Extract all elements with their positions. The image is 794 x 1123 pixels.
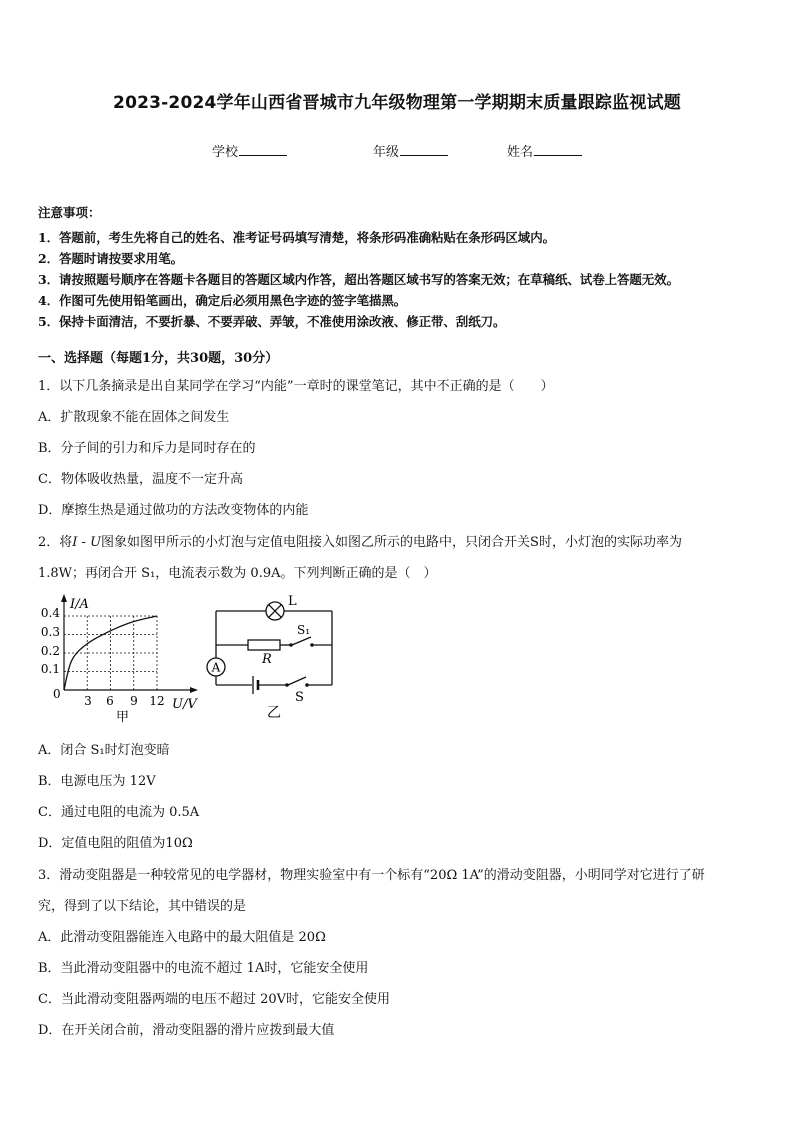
graph-x-tick-label: 9: [130, 694, 138, 708]
graph-y-tick-label: 0.3: [40, 625, 60, 639]
resistor-label: R: [262, 652, 272, 667]
ammeter-label: A: [211, 660, 221, 675]
switch-s1-contact: [289, 643, 293, 647]
graph-y-axis-label: I/A: [70, 597, 89, 612]
q3-option-b: B．当此滑动变阻器中的电流不超过 1A时，它能安全使用: [38, 961, 369, 976]
switch-s-contact: [285, 683, 289, 687]
notice-item: 5．保持卡面清洁，不要折暴、不要弄破、弄皱，不准使用涂改液、修正带、刮纸刀。: [38, 314, 506, 329]
q2-stem-line1: [38, 531, 682, 550]
school-blank: [239, 143, 287, 156]
switch-s-blade: [288, 677, 306, 685]
q1-option-d: D．摩擦生热是通过做功的方法改变物体的内能: [38, 503, 309, 518]
q2-stem-line2: 1.8W；再闭合开 S₁，电流表示数为 0.9A。下列判断正确的是（ ）: [38, 566, 437, 581]
q3-option-a: A．此滑动变阻器能连入电路中的最大阻值是 20Ω: [38, 930, 326, 945]
graph-x-arrow: [190, 687, 198, 693]
q3-option-d: D．在开关闭合前，滑动变阻器的滑片应拨到最大值: [38, 1023, 335, 1038]
lamp-label: L: [288, 594, 297, 609]
graph-y-tick-label: 0.2: [40, 644, 60, 658]
notice-block: [38, 203, 679, 332]
q2-option-a: A．闭合 S₁时灯泡变暗: [38, 743, 170, 758]
q2-stem-part-b: 图象如图甲所示的小灯泡与定值电阻接入如图乙所示的电路中，只闭合开关S时，小灯泡的实际功率为: [101, 535, 682, 550]
switch-s1-blade: [292, 637, 311, 645]
q3-stem-line2: 究，得到了以下结论，其中错误的是: [38, 899, 247, 914]
graph-grid: [64, 616, 157, 690]
grade-blank: [400, 143, 448, 156]
q3-option-c: C．当此滑动变阻器两端的电压不超过 20V时，它能安全使用: [38, 992, 391, 1007]
q3-stem-line1: 3．滑动变阻器是一种较常见的电学器材，物理实验室中有一个标有“20Ω 1A”的滑动变阻器，小明同学对它进行了研: [38, 868, 705, 883]
school-field: [212, 141, 287, 160]
switch-s1-contact: [310, 643, 314, 647]
graph-x-axis-label: U/V: [172, 697, 197, 712]
graph-y-tick-label: 0.1: [40, 662, 60, 676]
resistor-icon: [248, 640, 280, 650]
q1-stem: 1．以下几条摘录是出自某同学在学习“内能”一章时的课堂笔记，其中不正确的是（ ）: [38, 379, 554, 394]
graph-y-tick-label: 0.4: [40, 606, 60, 620]
name-field: [507, 141, 582, 160]
q2-stem-part-a: 2．将: [38, 535, 73, 550]
notice-item: 4．作图可先使用铅笔画出，确定后必须用黑色字迹的签字笔描黑。: [38, 293, 407, 308]
q1-option-b: B．分子间的引力和斥力是同时存在的: [38, 441, 256, 456]
graph-x-tick-label: 12: [149, 694, 165, 708]
graph-y-arrow: [61, 594, 67, 602]
notice-item: 1．答题前，考生先将自己的姓名、准考证号码填写清楚，将条形码准确粘贴在条形码区域内。: [38, 230, 555, 245]
q2-option-b: B．电源电压为 12V: [38, 774, 156, 789]
graph-x-tick-label: 3: [84, 694, 92, 708]
graph-x-tick-label: 6: [106, 694, 114, 708]
circuit-caption: 乙: [267, 705, 281, 720]
notice-item: 2．答题时请按要求用笔。: [38, 251, 183, 266]
notice-item: 3．请按照题号顺序在答题卡各题目的答题区域内作答，超出答题区域书写的答案无效；在草稿纸、试卷上答题无效。: [38, 272, 680, 287]
q2-stem-iu: I - U: [72, 535, 102, 550]
school-label: 学校: [212, 145, 239, 160]
grade-field: [373, 141, 448, 160]
switch-s-label: S: [295, 690, 304, 705]
circuit-figure: [200, 590, 350, 720]
iu-graph-figure: [38, 590, 208, 725]
notice-title: 注意事项：: [38, 205, 101, 220]
switch-s-contact: [305, 683, 309, 687]
name-label: 姓名: [507, 145, 534, 160]
graph-caption: 甲: [116, 710, 130, 725]
grade-label: 年级: [373, 145, 400, 160]
q2-option-c: C．通过电阻的电流为 0.5A: [38, 805, 200, 820]
q1-option-a: A．扩散现象不能在固体之间发生: [38, 410, 230, 425]
section-title: 一、选择题（每题1分，共30题，30分）: [38, 351, 279, 366]
switch-s1-label: S₁: [297, 623, 311, 637]
name-blank: [534, 143, 582, 156]
graph-origin-label: 0: [53, 687, 61, 701]
page-title: 2023-2024学年山西省晋城市九年级物理第一学期期末质量跟踪监视试题: [113, 93, 681, 113]
q1-option-c: C．物体吸收热量，温度不一定升高: [38, 472, 243, 487]
q2-option-d: D．定值电阻的阻值为10Ω: [38, 836, 193, 851]
